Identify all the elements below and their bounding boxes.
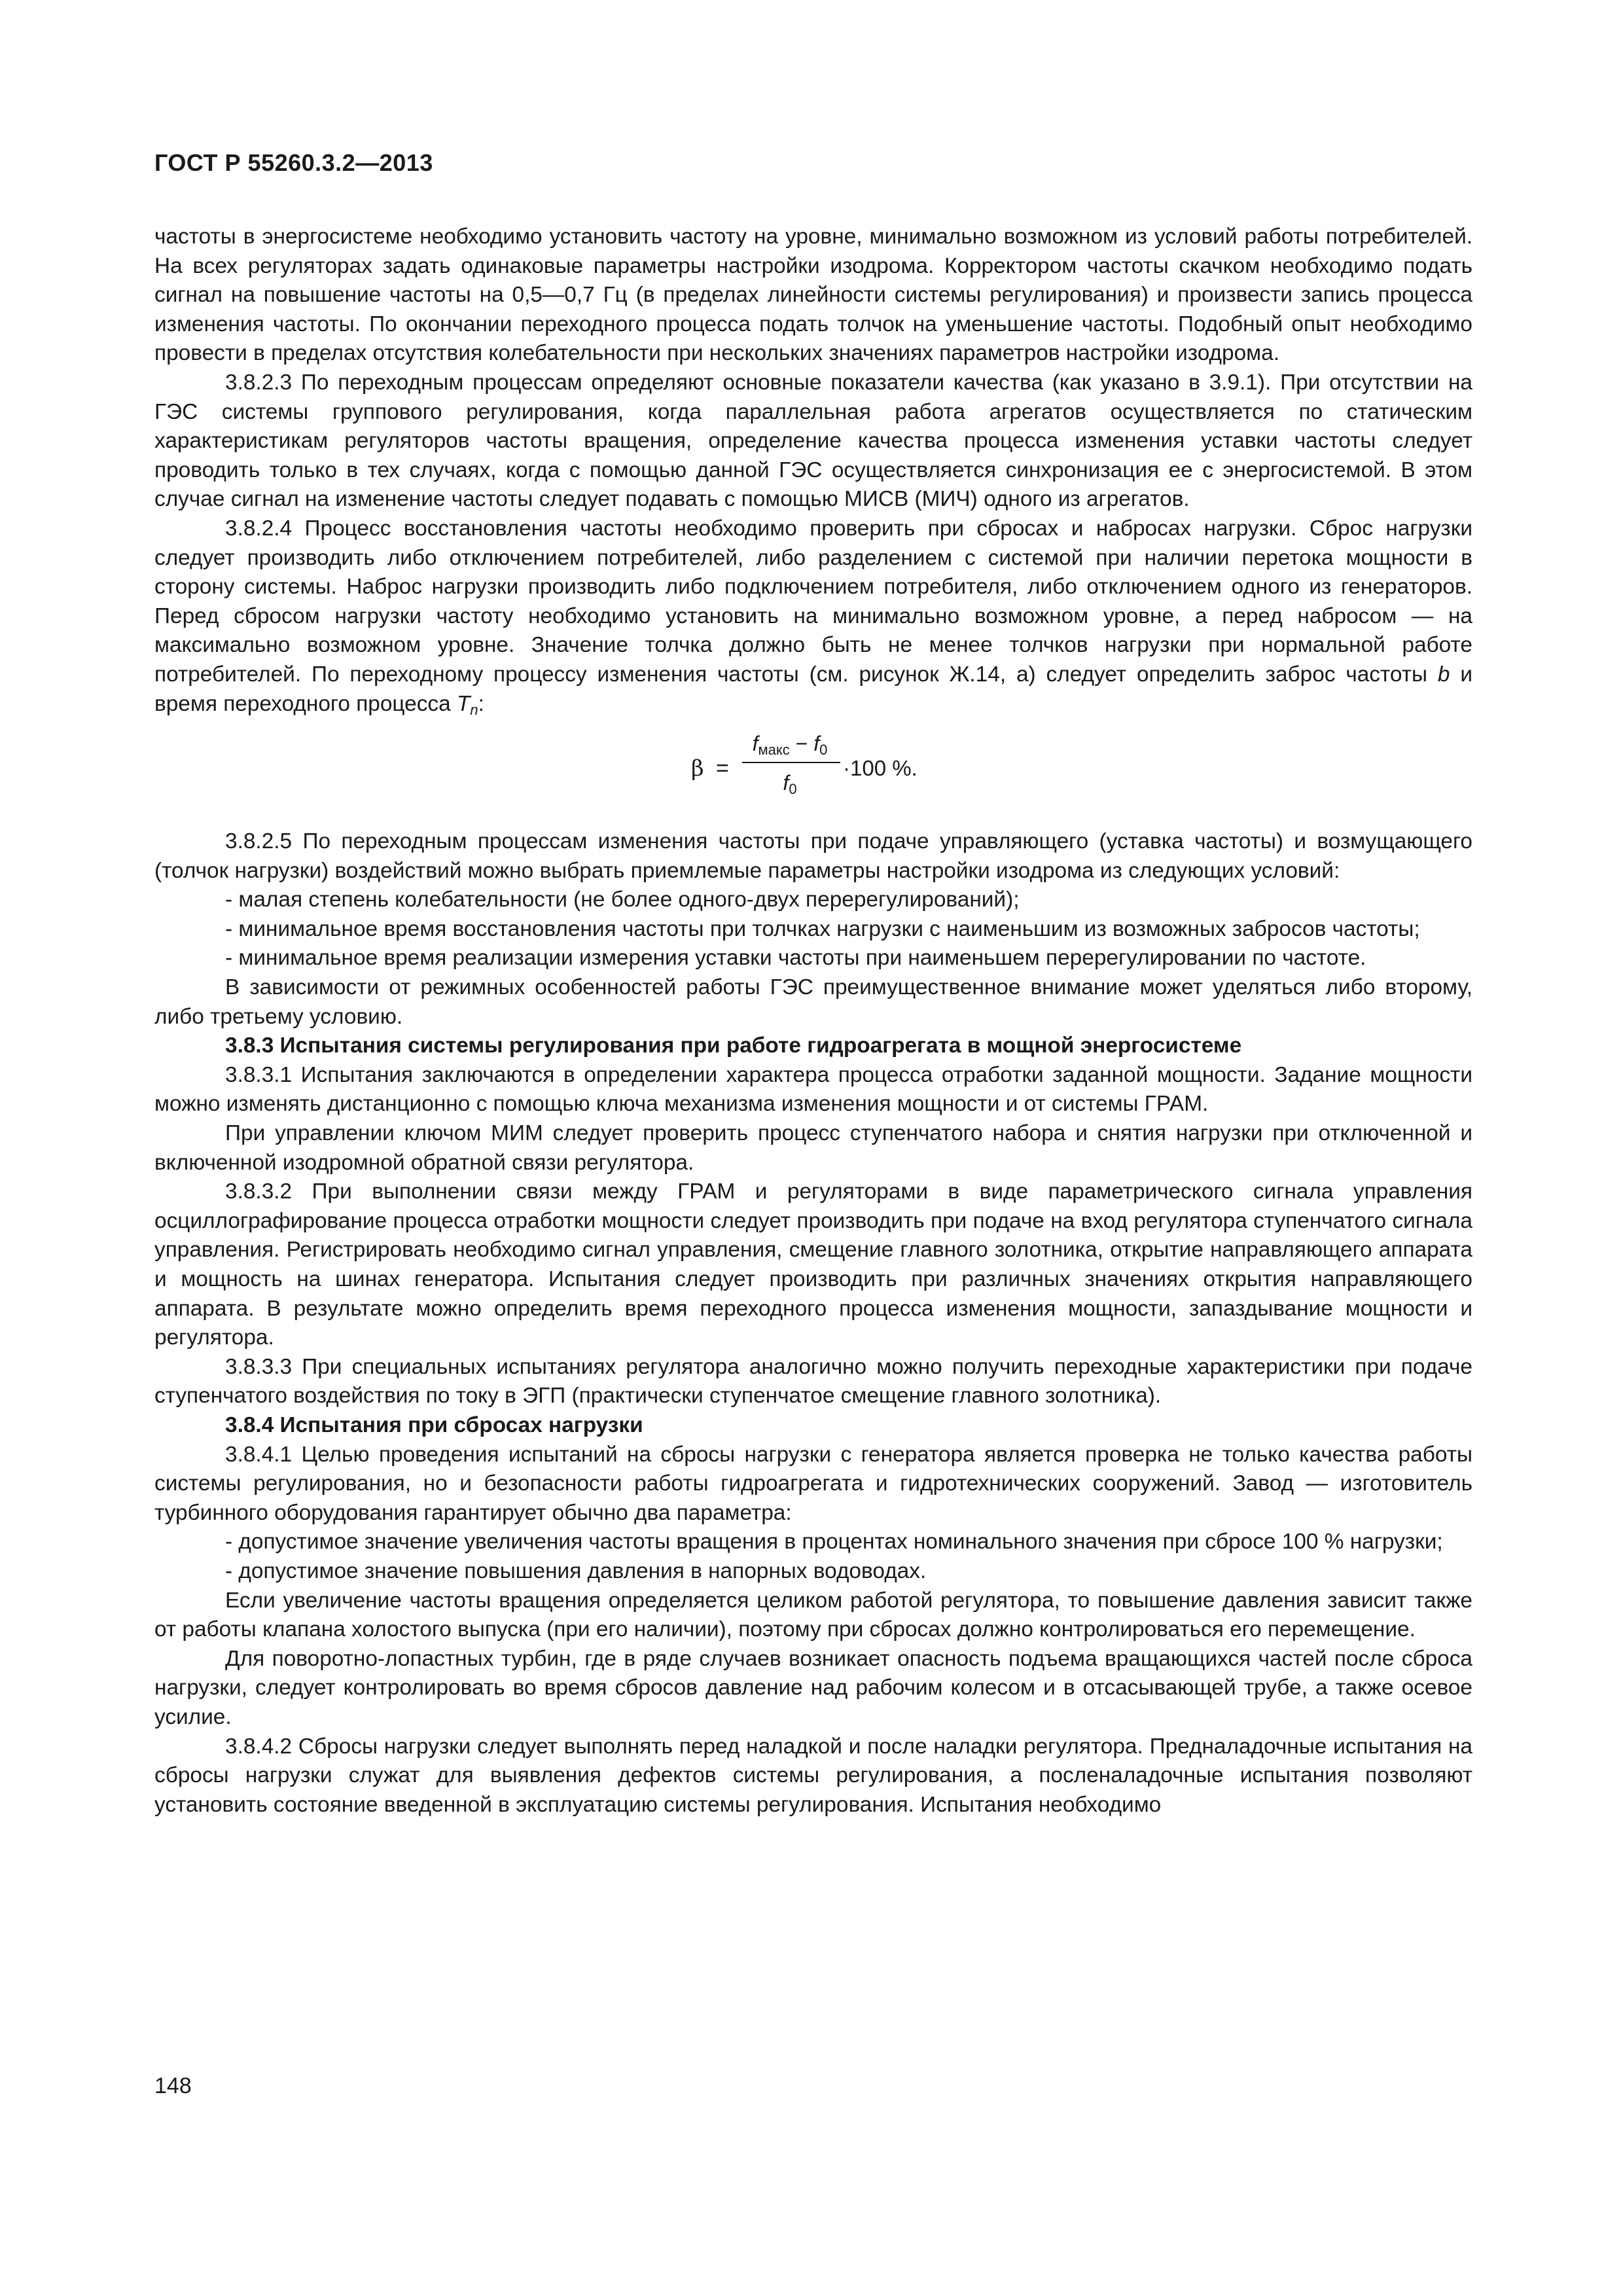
list-item: - допустимое значение увеличения частоты вращения в процентах номинального значения при сбросе 100 % нагрузки;	[225, 1530, 1443, 1554]
paragraph-text: :	[478, 691, 484, 716]
paragraph	[154, 514, 1472, 719]
paragraph: частоты в энергосистеме необходимо установить частоту на уровне, минимально возможном из условий работы потребителей. На всех регуляторах задать одинаковые параметры настройки изодрома. Корректором частоты скачком необходимо подать сигнал на повышение частоты на 0,5—0,7 Гц (в пределах линейности системы регулирования) и произвести запись процесса изменения частоты. По окончании переходного процесса подать толчок на уменьшение частоты. Подобный опыт необходимо провести в пределах отсутствия колебательности при нескольких значениях параметров настройки изодрома.	[154, 224, 1472, 366]
paragraph: 3.8.3.2 При выполнении связи между ГРАМ и регуляторами в виде параметрического сигнала управления осциллографирование процесса отработки мощности следует производить при подаче на вход регулятора ступенчатого сигнала управления. Регистрировать необходимо сигнал управления, смещение главного золотника, открытие направляющего аппарата и мощность на шинах генератора. Испытания следует производить при различных значениях открытия направляющего аппарата. В результате можно определить время переходного процесса изменения мощности, запаздывание мощности и регулятора.	[154, 1179, 1472, 1350]
formula-equals: =	[716, 756, 729, 781]
paragraph-text: 3.8.2.4 Процесс восстановления частоты необходимо проверить при сбросах и набросах нагрузки. Сброс нагрузки следует производить либо отключением потребителей, либо разделением с системой при наличии перетока мощности в сторону системы. Наброс нагрузки производить либо подключением потребителя, либо отключением одного из генераторов. Перед сбросом нагрузки частоту необходимо установить на минимально возможном уровне, а перед набросом — на максимально возможном уровне. Значение толчка должно быть не менее толчков нагрузки при нормальной работе потребителей. По переходному процессу изменения частоты (см. рисунок Ж.14, а) следует определить заброс частоты	[154, 516, 1472, 687]
formula-beta	[154, 720, 1472, 818]
paragraph: 3.8.4.2 Сбросы нагрузки следует выполнять перед наладкой и после наладки регулятора. Предналадочные испытания на сбросы нагрузки служат для выявления дефектов системы регулирования, а посленаладочные испытания позволяют установить состояние введенной в эксплуатацию системы регулирования. Испытания необходимо	[154, 1734, 1472, 1817]
paragraph: Если увеличение частоты вращения определяется целиком работой регулятора, то повышение давления зависит также от работы клапана холостого выпуска (при его наличии), поэтому при сбросах должно контролироваться его перемещение.	[154, 1588, 1472, 1642]
formula-numerator: $f_{макс} - f_0$	[752, 732, 828, 759]
formula-fraction-bar	[742, 762, 840, 763]
symbol-t: T	[456, 691, 471, 716]
section-heading: 3.8.3 Испытания системы регулирования при работе гидроагрегата в мощной энергосистеме	[225, 1033, 1242, 1058]
list-item: - допустимое значение повышения давления в напорных водоводах.	[225, 1558, 927, 1583]
list-item: - минимальное время восстановления частоты при толчках нагрузки с наименьшим из возможных забросов частоты;	[225, 916, 1420, 941]
section-heading: 3.8.4 Испытания при сбросах нагрузки	[225, 1412, 643, 1437]
formula-tail: ·100 %.	[843, 756, 918, 781]
formula-beta-symbol: β	[691, 755, 704, 782]
paragraph-text: и время переходного процесса	[154, 662, 1472, 716]
page-number: 148	[154, 2073, 192, 2098]
symbol-b: b	[1437, 662, 1450, 687]
paragraph: Для поворотно-лопастных турбин, где в ряде случаев возникает опасность подъема вращающихся частей после сброса нагрузки, следует контролировать во время сбросов давление над рабочим колесом и в отсасывающей трубе, а также осевое усилие.	[154, 1646, 1472, 1729]
list-item: - малая степень колебательности (не более одного-двух перерегулирований);	[225, 888, 1020, 912]
formula-denominator: $f_0$	[783, 771, 797, 798]
paragraph: При управлении ключом МИМ следует проверить процесс ступенчатого набора и снятия нагрузки при отключенной и включенной изодромной обратной связи регулятора.	[154, 1121, 1472, 1175]
paragraph: 3.8.2.5 По переходным процессам изменения частоты при подаче управляющего (уставка частоты) и возмущающего (толчок нагрузки) воздействий можно выбрать приемлемые параметры настройки изодрома из следующих условий:	[154, 829, 1472, 883]
paragraph: 3.8.2.3 По переходным процессам определяют основные показатели качества (как указано в 3.9.1). При отсутствии на ГЭС системы группового регулирования, когда параллельная работа агрегатов осуществляется по статическим характеристикам регуляторов частоты вращения, определение качества процесса изменения уставки частоты следует проводить только в тех случаях, когда с помощью данной ГЭС осуществляется синхронизация ее с энергосистемой. В этом случае сигнал на изменение частоты следует подавать с помощью МИСВ (МИЧ) одного из агрегатов.	[154, 370, 1472, 512]
document-body	[154, 223, 1472, 1820]
paragraph: 3.8.4.1 Целью проведения испытаний на сбросы нагрузки с генератора является проверка не только качества работы системы регулирования, но и безопасности работы гидроагрегата и гидротехнических сооружений. Завод — изготовитель турбинного оборудования гарантирует обычно два параметра:	[154, 1442, 1472, 1525]
paragraph: 3.8.3.1 Испытания заключаются в определении характера процесса отработки заданной мощности. Задание мощности можно изменять дистанционно с помощью ключа механизма изменения мощности и от системы ГРАМ.	[154, 1062, 1472, 1117]
symbol-t-subscript: n	[470, 701, 478, 718]
list-item: - минимальное время реализации измерения уставки частоты при наименьшем перерегулировании по частоте.	[225, 946, 1366, 971]
paragraph: В зависимости от режимных особенностей работы ГЭС преимущественное внимание может уделяться либо второму, либо третьему условию.	[154, 975, 1472, 1029]
paragraph: 3.8.3.3 При специальных испытаниях регулятора аналогично можно получить переходные характеристики при подаче ступенчатого воздействия по току в ЭГП (практически ступенчатое смещение главного золотника).	[154, 1354, 1472, 1408]
document-header: ГОСТ Р 55260.3.2—2013	[154, 149, 433, 176]
